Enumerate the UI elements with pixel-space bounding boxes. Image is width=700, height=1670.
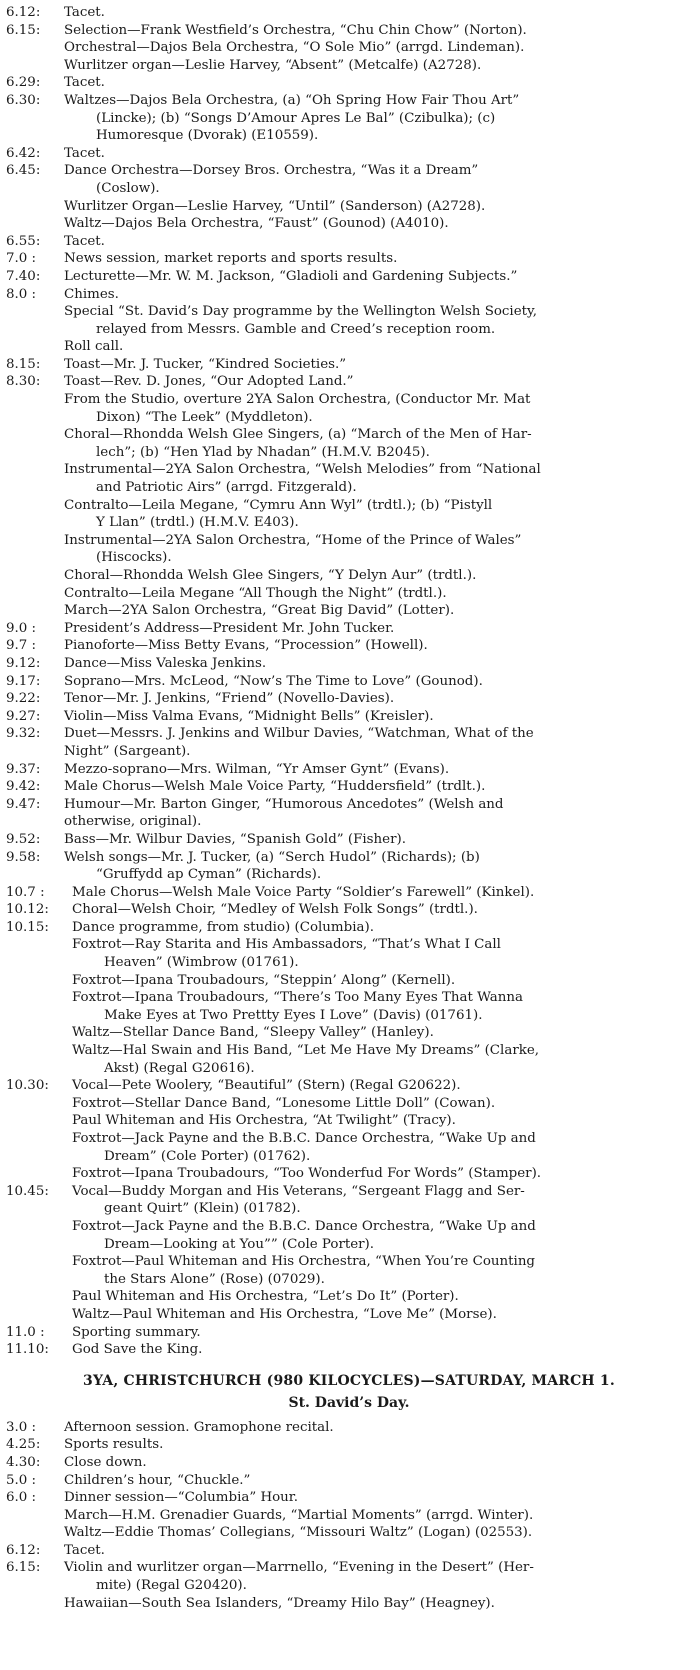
entry-line: Choral—Rhondda Welsh Glee Singers, (a) “March of the Men of Har- xyxy=(64,427,532,443)
time-label: 10.12: xyxy=(6,902,49,918)
entry-line: (Coslow). xyxy=(96,180,160,196)
entry-line: Tenor—Mr. J. Jenkins, “Friend” (Novello-Davies). xyxy=(64,691,395,707)
entry-line: Waltzes—Dajos Bela Orchestra, (a) “Oh Spring How Fair Thou Art” xyxy=(64,92,520,108)
entry-body xyxy=(64,761,692,779)
entry-line: March—H.M. Grenadier Guards, “Martial Moments” (arrgd. Winter). xyxy=(64,1507,534,1523)
entry-line: Waltz—Stellar Dance Band, “Sleepy Valley” (Hanley). xyxy=(72,1025,434,1041)
entry-body xyxy=(64,74,692,92)
entry-line: Humour—Mr. Barton Ginger, “Humorous Ancedotes” (Welsh and xyxy=(64,796,504,812)
entry-body xyxy=(64,690,692,708)
time-label: 10.15: xyxy=(6,919,49,935)
entry-line: otherwise, original). xyxy=(64,814,202,830)
entry-line: Y Llan” (trdtl.) (H.M.V. E403). xyxy=(96,515,299,531)
entry-line: Tacet. xyxy=(64,145,105,161)
time-label: 9.58: xyxy=(6,849,41,865)
schedule-entry xyxy=(6,233,692,251)
wellington-schedule xyxy=(6,4,692,1359)
entry-line: Waltz—Hal Swain and His Band, “Let Me Have My Dreams” (Clarke, xyxy=(72,1043,540,1059)
schedule-entry xyxy=(6,761,692,779)
entry-line: Waltz—Dajos Bela Orchestra, “Faust” (Gounod) (A4010). xyxy=(64,216,449,232)
entry-body xyxy=(72,1183,692,1324)
entry-line: President’s Address—President Mr. John Tucker. xyxy=(64,620,395,636)
entry-body xyxy=(64,1419,692,1437)
schedule-entry xyxy=(6,690,692,708)
schedule-entry xyxy=(6,373,692,619)
entry-line: Vocal—Buddy Morgan and His Veterans, “Sergeant Flagg and Ser- xyxy=(72,1183,525,1199)
schedule-entry xyxy=(6,4,692,22)
schedule-entry xyxy=(6,725,692,760)
entry-line: Vocal—Pete Woolery, “Beautiful” (Stern) (Regal G20622). xyxy=(72,1078,461,1094)
entry-line: Soprano—Mrs. McLeod, “Now’s The Time to Love” (Gounod). xyxy=(64,673,483,689)
entry-line: Dance programme, from studio) (Columbia). xyxy=(72,919,374,935)
entry-line: Wurlitzer organ—Leslie Harvey, “Absent” (Metcalfe) (A2728). xyxy=(64,57,482,73)
schedule-entry xyxy=(6,1183,692,1324)
entry-body xyxy=(72,901,692,919)
entry-line: Choral—Welsh Choir, “Medley of Welsh Folk Songs” (trdtl.). xyxy=(72,902,478,918)
entry-line: Paul Whiteman and His Orchestra, “At Twilight” (Tracy). xyxy=(72,1113,456,1129)
time-label: 9.37: xyxy=(6,761,41,777)
entry-line: (Hiscocks). xyxy=(96,550,172,566)
time-label: 7.40: xyxy=(6,268,41,284)
entry-line: Dinner session—“Columbia” Hour. xyxy=(64,1490,298,1506)
schedule-entry xyxy=(6,1341,692,1359)
entry-line: Wurlitzer Organ—Leslie Harvey, “Until” (Sanderson) (A2728). xyxy=(64,198,486,214)
entry-line: Dixon) “The Leek” (Myddleton). xyxy=(96,409,313,425)
entry-line: Tacet. xyxy=(64,233,105,249)
time-label: 6.15: xyxy=(6,22,41,38)
schedule-entry xyxy=(6,145,692,163)
schedule-entry xyxy=(6,708,692,726)
entry-body xyxy=(64,778,692,796)
entry-line: Pianoforte—Miss Betty Evans, “Procession” (Howell). xyxy=(64,638,428,654)
entry-line: Heaven” (Wimbrow (01761). xyxy=(104,955,299,971)
entry-body xyxy=(64,250,692,268)
schedule-entry xyxy=(6,74,692,92)
time-label: 4.25: xyxy=(6,1437,41,1453)
christchurch-schedule xyxy=(6,1419,692,1613)
time-label: 9.7 : xyxy=(6,638,37,654)
schedule-entry xyxy=(6,1419,692,1437)
entry-line: (Lincke); (b) “Songs D’Amour Apres Le Bal” (Czibulka); (c) xyxy=(96,110,496,126)
entry-body xyxy=(64,655,692,673)
station-heading: 3YA, CHRISTCHURCH (980 KILOCYCLES)—SATURDAY, MARCH 1. xyxy=(83,1372,615,1389)
entry-line: Sporting summary. xyxy=(72,1324,201,1340)
entry-body xyxy=(64,4,692,22)
entry-body xyxy=(64,268,692,286)
entry-line: Make Eyes at Two Prettty Eyes I Love” (Davis) (01761). xyxy=(104,1007,483,1023)
time-label: 6.45: xyxy=(6,163,41,179)
entry-body xyxy=(64,637,692,655)
entry-line: From the Studio, overture 2YA Salon Orchestra, (Conductor Mr. Mat xyxy=(64,392,531,408)
time-label: 9.12: xyxy=(6,655,41,671)
schedule-entry xyxy=(6,1472,692,1490)
schedule-entry xyxy=(6,655,692,673)
time-label: 3.0 : xyxy=(6,1419,37,1435)
time-label: 9.22: xyxy=(6,691,41,707)
time-label: 6.29: xyxy=(6,75,41,91)
sub-heading: St. David’s Day. xyxy=(288,1394,410,1411)
schedule-entry xyxy=(6,673,692,691)
entry-line: Bass—Mr. Wilbur Davies, “Spanish Gold” (Fisher). xyxy=(64,831,406,847)
entry-body xyxy=(72,884,692,902)
schedule-entry xyxy=(6,1077,692,1183)
entry-line: lech”; (b) “Hen Ylad by Nhadan” (H.M.V. B2045). xyxy=(96,444,430,460)
entry-body xyxy=(72,1324,692,1342)
time-label: 6.12: xyxy=(6,5,41,20)
entry-line: Foxtrot—Ipana Troubadours, “Too Wonderfud For Words” (Stamper). xyxy=(72,1166,542,1182)
schedule-entry xyxy=(6,286,692,356)
entry-body xyxy=(64,145,692,163)
entry-body xyxy=(64,1542,692,1560)
time-label: 11.10: xyxy=(6,1342,49,1358)
entry-line: Male Chorus—Welsh Male Voice Party, “Huddersfield” (trdlt.). xyxy=(64,779,486,795)
entry-body xyxy=(64,1472,692,1490)
time-label: 9.32: xyxy=(6,726,41,742)
entry-body xyxy=(64,849,692,884)
entry-line: Contralto—Leila Megane “All Though the Night” (trdtl.). xyxy=(64,585,447,601)
schedule-entry xyxy=(6,1324,692,1342)
time-label: 6.30: xyxy=(6,92,41,108)
entry-line: Toast—Rev. D. Jones, “Our Adopted Land.” xyxy=(64,374,354,390)
schedule-entry xyxy=(6,849,692,884)
entry-body xyxy=(72,919,692,1077)
time-label: 4.30: xyxy=(6,1454,41,1470)
schedule-entry xyxy=(6,356,692,374)
schedule-entry xyxy=(6,901,692,919)
schedule-entry xyxy=(6,92,692,145)
time-label: 11.0 : xyxy=(6,1324,45,1340)
entry-line: Instrumental—2YA Salon Orchestra, “Home of the Prince of Wales” xyxy=(64,532,522,548)
entry-line: Orchestral—Dajos Bela Orchestra, “O Sole Mio” (arrgd. Lindeman). xyxy=(64,40,525,56)
entry-line: Toast—Mr. J. Tucker, “Kindred Societies.” xyxy=(64,356,347,372)
entry-line: Foxtrot—Stellar Dance Band, “Lonesome Little Doll” (Cowan). xyxy=(72,1095,496,1111)
entry-line: Afternoon session. Gramophone recital. xyxy=(64,1419,334,1435)
entry-body xyxy=(64,1454,692,1472)
entry-line: Dance Orchestra—Dorsey Bros. Orchestra, “Was it a Dream” xyxy=(64,163,479,179)
time-label: 5.0 : xyxy=(6,1472,37,1488)
time-label: 6.55: xyxy=(6,233,41,249)
schedule-entry xyxy=(6,919,692,1077)
entry-line: relayed from Messrs. Gamble and Creed’s reception room. xyxy=(96,321,496,337)
entry-body xyxy=(64,92,692,145)
time-label: 9.42: xyxy=(6,779,41,795)
schedule-entry xyxy=(6,162,692,232)
entry-line: Mezzo-soprano—Mrs. Wilman, “Yr Amser Gynt” (Evans). xyxy=(64,761,450,777)
schedule-entry xyxy=(6,1559,692,1612)
entry-line: the Stars Alone” (Rose) (07029). xyxy=(104,1271,325,1287)
entry-line: Sports results. xyxy=(64,1437,164,1453)
time-label: 10.30: xyxy=(6,1078,49,1094)
entry-body xyxy=(64,831,692,849)
entry-line: Selection—Frank Westfield’s Orchestra, “Chu Chin Chow” (Norton). xyxy=(64,22,527,38)
schedule-entry xyxy=(6,1454,692,1472)
schedule-entry xyxy=(6,778,692,796)
entry-line: Foxtrot—Jack Payne and the B.B.C. Dance Orchestra, “Wake Up and xyxy=(72,1131,536,1146)
time-label: 9.52: xyxy=(6,831,41,847)
time-label: 6.12: xyxy=(6,1542,41,1558)
entry-line: Lecturette—Mr. W. M. Jackson, “Gladioli and Gardening Subjects.” xyxy=(64,268,518,284)
entry-line: Waltz—Paul Whiteman and His Orchestra, “Love Me” (Morse). xyxy=(72,1306,497,1322)
schedule-entry xyxy=(6,250,692,268)
entry-body xyxy=(64,673,692,691)
time-label: 9.17: xyxy=(6,673,41,689)
schedule-entry xyxy=(6,637,692,655)
time-label: 7.0 : xyxy=(6,251,37,267)
entry-line: Special “St. David’s Day programme by the Wellington Welsh Society, xyxy=(64,304,538,320)
entry-line: Foxtrot—Paul Whiteman and His Orchestra, “When You’re Counting xyxy=(72,1254,536,1270)
entry-line: Tacet. xyxy=(64,5,105,20)
time-label: 9.47: xyxy=(6,796,41,812)
entry-line: God Save the King. xyxy=(72,1342,203,1358)
entry-body xyxy=(64,708,692,726)
entry-line: Roll call. xyxy=(64,339,124,355)
entry-line: Foxtrot—Ray Starita and His Ambassadors, “That’s What I Call xyxy=(72,937,501,953)
schedule-entry xyxy=(6,22,692,75)
entry-line: Tacet. xyxy=(64,1542,105,1558)
entry-body xyxy=(64,233,692,251)
entry-line: Akst) (Regal G20616). xyxy=(104,1060,255,1076)
entry-body xyxy=(72,1077,692,1183)
entry-line: Tacet. xyxy=(64,75,105,91)
entry-body xyxy=(64,22,692,75)
schedule-entry xyxy=(6,1436,692,1454)
time-label: 10.45: xyxy=(6,1183,49,1199)
entry-line: Chimes. xyxy=(64,286,119,302)
entry-line: March—2YA Salon Orchestra, “Great Big David” (Lotter). xyxy=(64,603,455,619)
time-label: 6.15: xyxy=(6,1560,41,1576)
entry-line: Welsh songs—Mr. J. Tucker, (a) “Serch Hudol” (Richards); (b) xyxy=(64,849,480,865)
entry-line: mite) (Regal G20420). xyxy=(96,1578,247,1594)
time-label: 8.30: xyxy=(6,374,41,390)
time-label: 9.0 : xyxy=(6,620,37,636)
entry-line: Night” (Sargeant). xyxy=(64,743,191,759)
entry-line: Contralto—Leila Megane, “Cymru Ann Wyl” (trdtl.); (b) “Pistyll xyxy=(64,497,493,513)
entry-body xyxy=(64,725,692,760)
schedule-entry xyxy=(6,796,692,831)
entry-body xyxy=(72,1341,692,1359)
entry-line: Dream” (Cole Porter) (01762). xyxy=(104,1148,311,1164)
entry-line: Duet—Messrs. J. Jenkins and Wilbur Davies, “Watchman, What of the xyxy=(64,726,534,742)
entry-body xyxy=(64,796,692,831)
entry-line: Male Chorus—Welsh Male Voice Party “Soldier’s Farewell” (Kinkel). xyxy=(72,884,535,900)
entry-body xyxy=(64,1436,692,1454)
time-label: 6.0 : xyxy=(6,1490,37,1506)
entry-line: Instrumental—2YA Salon Orchestra, “Welsh Melodies” from “National xyxy=(64,462,541,478)
entry-body xyxy=(64,286,692,356)
entry-body xyxy=(64,373,692,619)
entry-line: Dream—Looking at You”” (Cole Porter). xyxy=(104,1236,375,1252)
schedule-entry xyxy=(6,620,692,638)
entry-line: Humoresque (Dvorak) (E10559). xyxy=(96,128,319,144)
entry-line: Hawaiian—South Sea Islanders, “Dreamy Hilo Bay” (Heagney). xyxy=(64,1595,495,1611)
entry-line: News session, market reports and sports results. xyxy=(64,251,398,267)
schedule-entry xyxy=(6,831,692,849)
entry-body xyxy=(64,1559,692,1612)
entry-line: and Patriotic Airs” (arrgd. Fitzgerald). xyxy=(96,480,357,496)
time-label: 8.15: xyxy=(6,356,41,372)
entry-line: Waltz—Eddie Thomas’ Collegians, “Missouri Waltz” (Logan) (02553). xyxy=(64,1525,533,1541)
time-label: 10.7 : xyxy=(6,884,45,900)
entry-body xyxy=(64,620,692,638)
schedule-entry xyxy=(6,268,692,286)
entry-line: Close down. xyxy=(64,1454,147,1470)
entry-line: “Gruffydd ap Cyman” (Richards). xyxy=(96,867,322,883)
schedule-entry xyxy=(6,1489,692,1542)
entry-line: Choral—Rhondda Welsh Glee Singers, “Y Delyn Aur” (trdtl.). xyxy=(64,568,477,583)
entry-line: Foxtrot—Ipana Troubadours, “There’s Too Many Eyes That Wanna xyxy=(72,990,523,1006)
entry-line: Violin—Miss Valma Evans, “Midnight Bells” (Kreisler). xyxy=(64,708,434,724)
entry-body xyxy=(64,162,692,232)
schedule-entry xyxy=(6,884,692,902)
entry-body xyxy=(64,1489,692,1542)
entry-line: Paul Whiteman and His Orchestra, “Let’s Do It” (Porter). xyxy=(72,1289,459,1305)
schedule-entry xyxy=(6,1542,692,1560)
entry-line: Dance—Miss Valeska Jenkins. xyxy=(64,655,267,671)
entry-line: Foxtrot—Ipana Troubadours, “Steppin’ Along” (Kernell). xyxy=(72,972,456,988)
time-label: 6.42: xyxy=(6,145,41,161)
entry-body xyxy=(64,356,692,374)
time-label: 8.0 : xyxy=(6,286,37,302)
entry-line: Violin and wurlitzer organ—Marrnello, “Evening in the Desert” (Her- xyxy=(64,1560,534,1576)
entry-line: Children’s hour, “Chuckle.” xyxy=(64,1472,251,1488)
entry-line: geant Quirt” (Klein) (01782). xyxy=(104,1201,301,1217)
entry-line: Foxtrot—Jack Payne and the B.B.C. Dance Orchestra, “Wake Up and xyxy=(72,1218,536,1234)
time-label: 9.27: xyxy=(6,708,41,724)
